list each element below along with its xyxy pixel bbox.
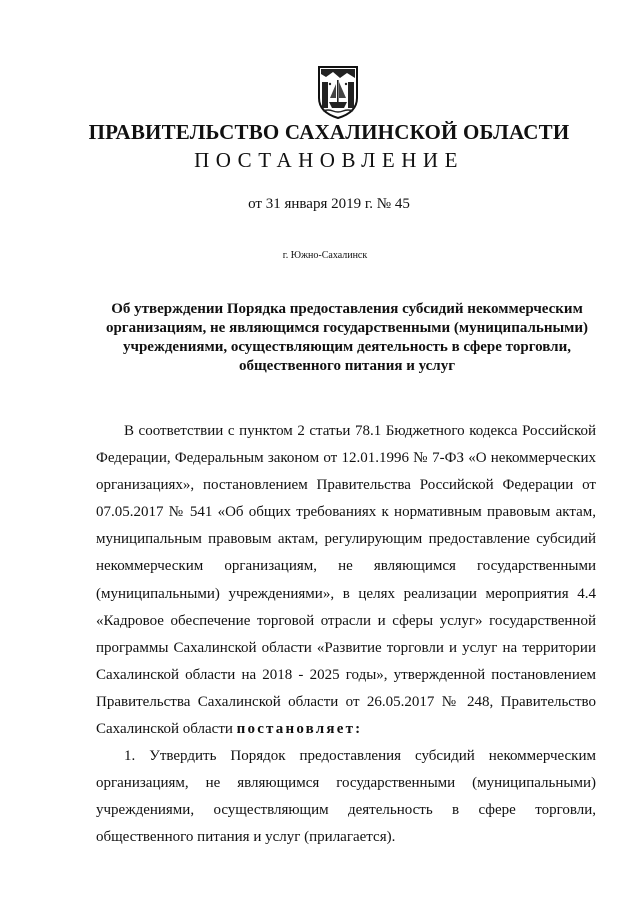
government-title: ПРАВИТЕЛЬСТВО САХАЛИНСКОЙ ОБЛАСТИ bbox=[88, 120, 570, 144]
document-type: ПОСТАНОВЛЕНИЕ bbox=[194, 148, 464, 172]
document-subject: Об утверждении Порядка предоставления субсидий некоммерческим организациям, не являющимся государственными (муниципальными) учреждениями, осуществляющим деятельность в сфере торговли, общественного питания и услуг bbox=[105, 301, 589, 374]
item-1-paragraph: 1. Утвердить Порядок предоставления субсидий некоммерческим организациям, не являющимся государственными (муниципальными) учреждениями, осуществляющим деятельность в сфере торговли, общественного питания и услуг (прилагается). bbox=[96, 748, 596, 846]
decree-word: постановляет: bbox=[236, 721, 363, 738]
document-date-number: от 31 января 2019 г. № 45 bbox=[248, 196, 410, 212]
document-city: г. Южно-Сахалинск bbox=[282, 250, 368, 261]
preamble-paragraph bbox=[96, 418, 596, 743]
sakhalin-coat-of-arms-icon bbox=[316, 64, 360, 120]
document-body bbox=[96, 418, 596, 852]
preamble-text: В соответствии с пунктом 2 статьи 78.1 Бюджетного кодекса Российской Федерации, Федеральным законом от 12.01.1996 № 7-ФЗ «О некоммерческих организациях», постановлением Правительства Российской Федерации от 07.05.2017 № 541 «Об общих требованиях к нормативным правовым актам, муниципальным правовым актам, регулирующим предоставление субсидий некоммерческим организациям, не являющимся государственными (муниципальными) учреждениями», в целях реализации мероприятия 4.4 «Кадровое обеспечение торговой отрасли и сферы услуг» государственной программы Сахалинской области «Развитие торговли и услуг на территории Сахалинской области на 2018 - 2025 годы», утвержденной постановлением Правительства Сахалинской области от 26.05.2017 № 248, Правительство Сахалинской области bbox=[96, 423, 596, 738]
